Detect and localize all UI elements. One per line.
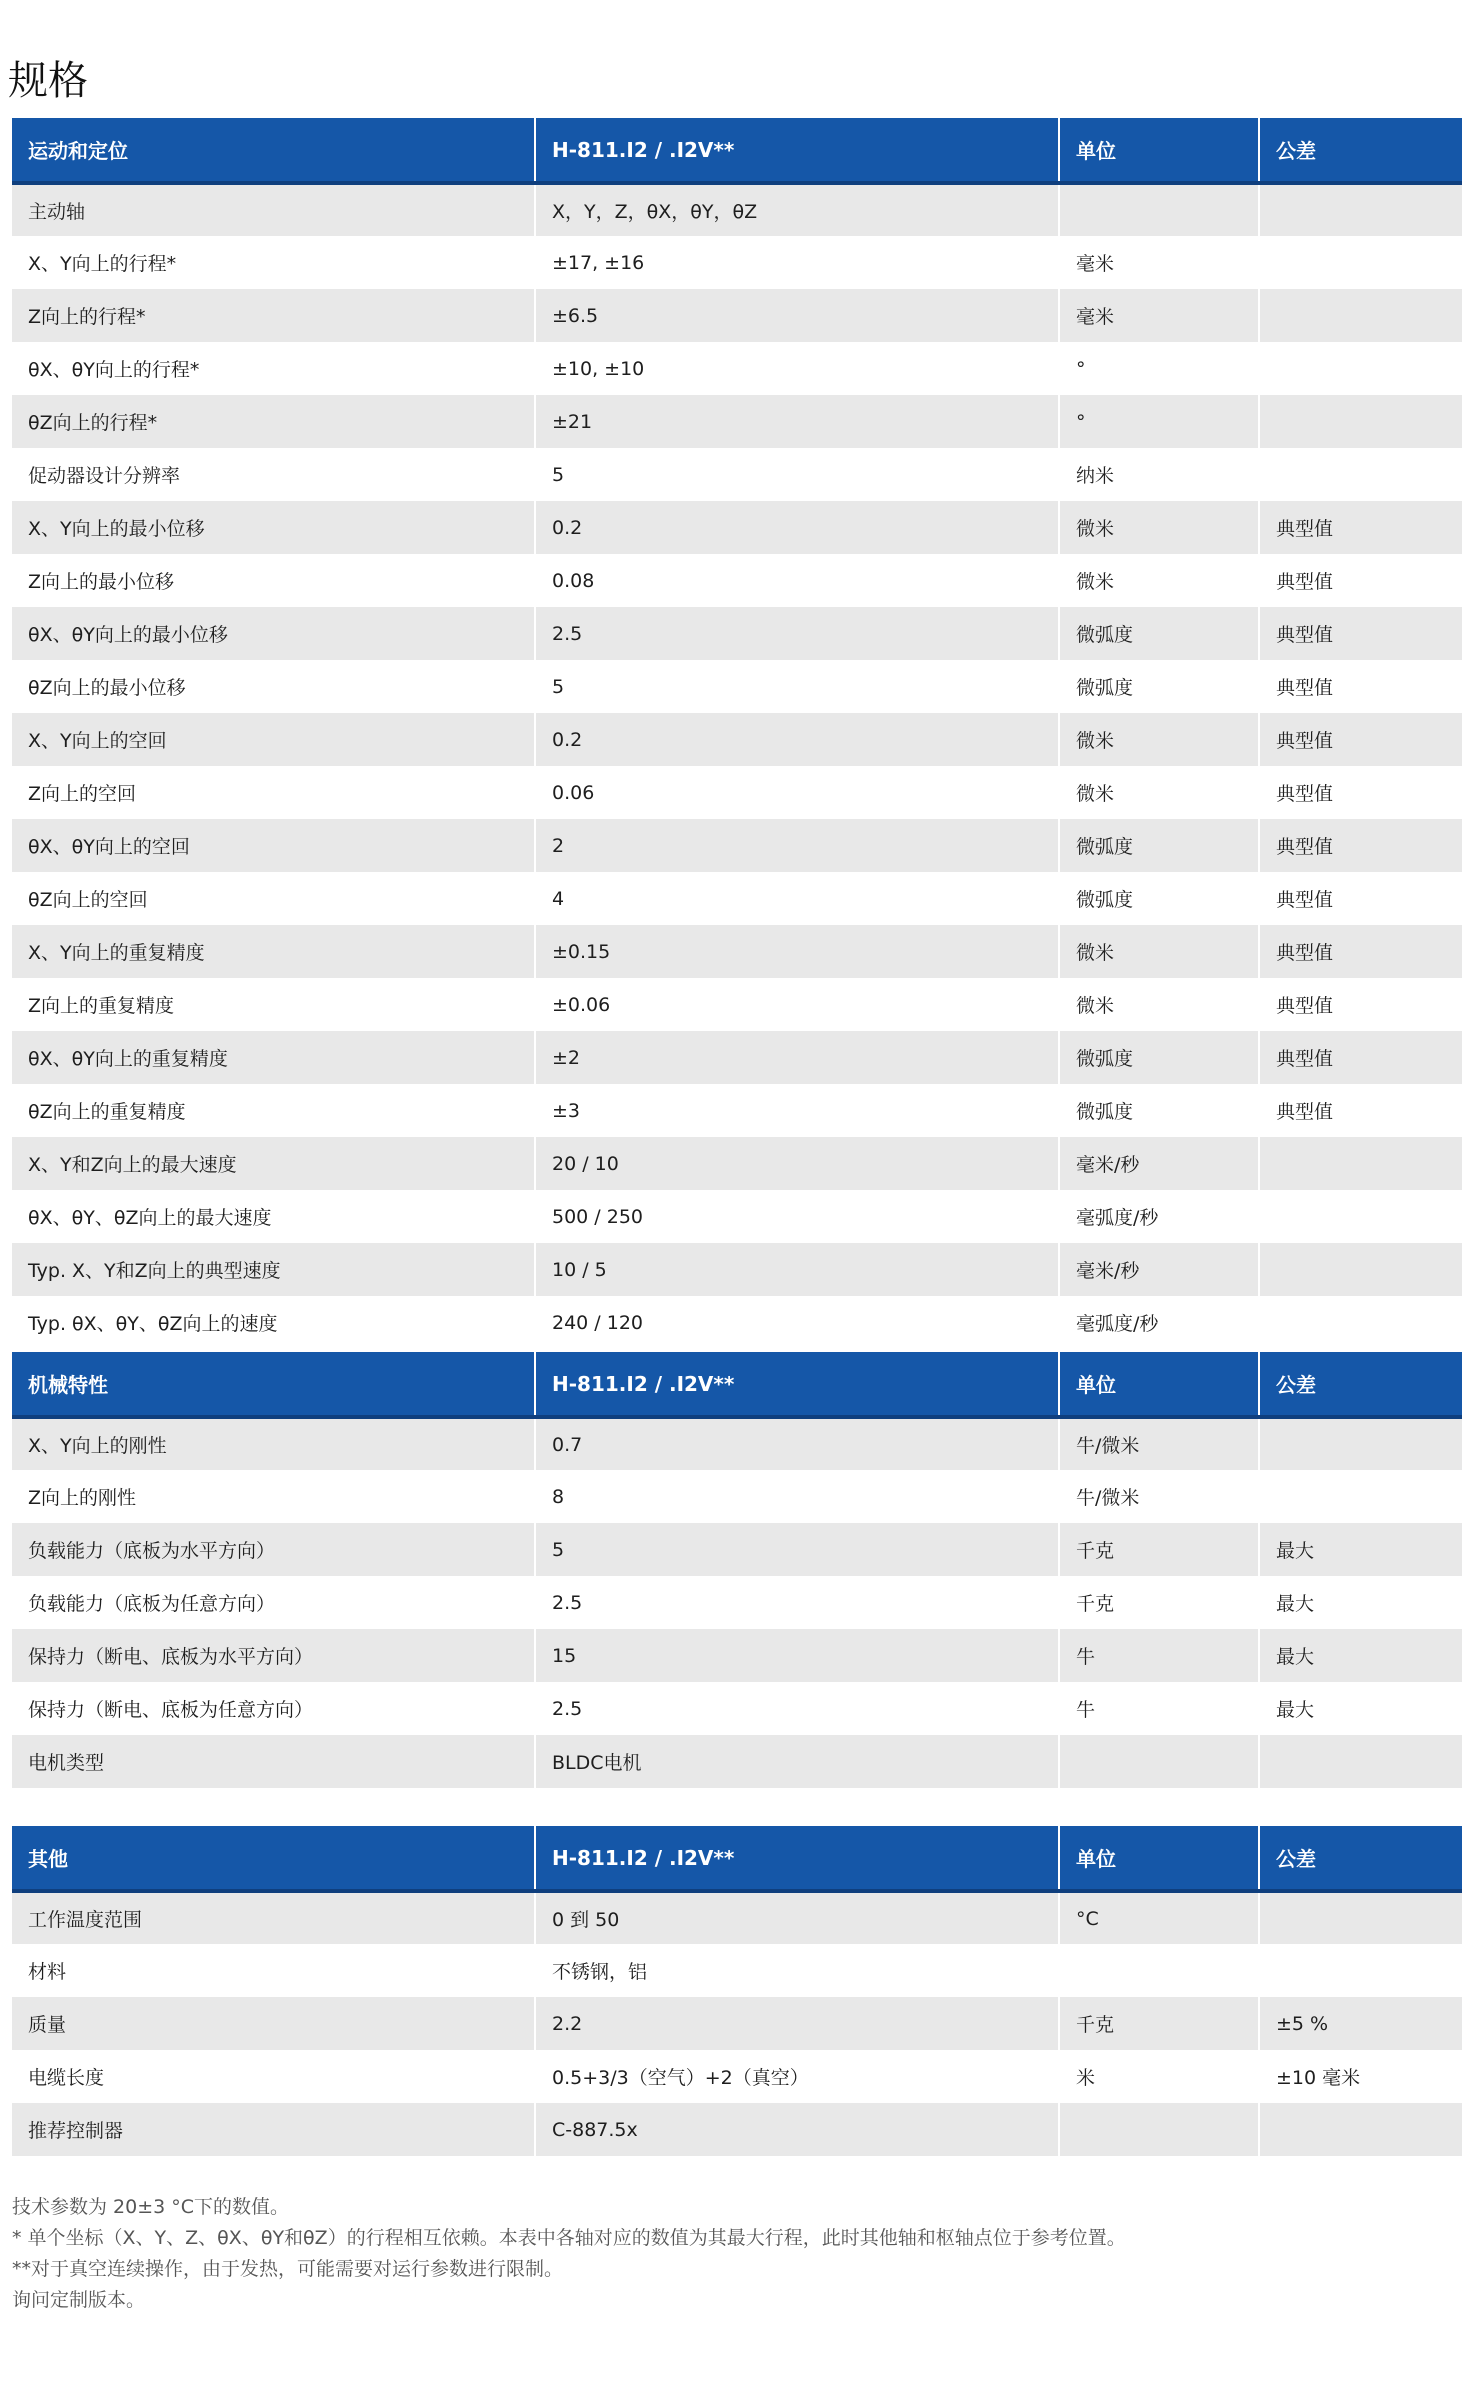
cell-tolerance	[1259, 1137, 1462, 1190]
table-row	[12, 1735, 1462, 1788]
cell-value: ±6.5	[535, 289, 1059, 342]
footnote-vacuum: **对于真空连续操作，由于发热，可能需要对运行参数进行限制。	[12, 2258, 564, 2280]
cell-value: ±10, ±10	[535, 342, 1059, 395]
cell-param: θZ向上的最小位移	[12, 660, 535, 713]
cell-unit: 毫弧度/秒	[1059, 1296, 1259, 1349]
cell-tolerance: 典型值	[1259, 713, 1462, 766]
cell-value: ±21	[535, 395, 1059, 448]
cell-unit	[1059, 183, 1259, 236]
cell-tolerance	[1259, 1735, 1462, 1788]
cell-value: 5	[535, 660, 1059, 713]
table-row	[12, 183, 1462, 236]
table-row	[12, 1470, 1462, 1523]
cell-unit: 微弧度	[1059, 872, 1259, 925]
cell-unit: 牛	[1059, 1682, 1259, 1735]
table-row	[12, 2050, 1462, 2103]
header-unit: 单位	[1059, 118, 1259, 183]
cell-param: X、Y向上的空回	[12, 713, 535, 766]
cell-tolerance	[1259, 1190, 1462, 1243]
cell-value: 0.08	[535, 554, 1059, 607]
cell-value: 0.06	[535, 766, 1059, 819]
cell-value: 2.5	[535, 1576, 1059, 1629]
cell-param: θX、θY、θZ向上的最大速度	[12, 1190, 535, 1243]
cell-value: 2.2	[535, 1997, 1059, 2050]
cell-value: ±2	[535, 1031, 1059, 1084]
cell-tolerance: 最大	[1259, 1682, 1462, 1735]
cell-tolerance: 典型值	[1259, 1084, 1462, 1137]
cell-param: θX、θY向上的空回	[12, 819, 535, 872]
cell-unit: 微米	[1059, 554, 1259, 607]
table-row	[12, 1137, 1462, 1190]
cell-param: 主动轴	[12, 183, 535, 236]
cell-tolerance	[1259, 342, 1462, 395]
table-row	[12, 1296, 1462, 1349]
page-title: 规格	[8, 57, 88, 104]
table-row	[12, 1682, 1462, 1735]
cell-value: 0.2	[535, 713, 1059, 766]
other-specs-table	[12, 1826, 1462, 2156]
table-header-row	[12, 1826, 1462, 1891]
cell-param: 材料	[12, 1944, 535, 1997]
cell-unit: 千克	[1059, 1576, 1259, 1629]
cell-unit: 微弧度	[1059, 1031, 1259, 1084]
cell-value: 8	[535, 1470, 1059, 1523]
cell-tolerance: 典型值	[1259, 660, 1462, 713]
cell-unit: °C	[1059, 1891, 1259, 1944]
cell-param: θZ向上的重复精度	[12, 1084, 535, 1137]
cell-unit	[1059, 1735, 1259, 1788]
cell-value: C-887.5x	[535, 2103, 1059, 2156]
cell-value: 2	[535, 819, 1059, 872]
cell-param: Z向上的重复精度	[12, 978, 535, 1031]
cell-value: X，Y，Z，θX，θY，θZ	[535, 183, 1059, 236]
cell-tolerance	[1259, 2103, 1462, 2156]
mechanical-properties-table	[12, 1352, 1462, 1788]
cell-value: 2.5	[535, 1682, 1059, 1735]
table-row	[12, 2103, 1462, 2156]
cell-tolerance	[1259, 1470, 1462, 1523]
cell-unit: 毫米	[1059, 236, 1259, 289]
cell-param: X、Y向上的行程*	[12, 236, 535, 289]
cell-tolerance	[1259, 1891, 1462, 1944]
table-row	[12, 925, 1462, 978]
cell-unit: 牛	[1059, 1629, 1259, 1682]
cell-tolerance	[1259, 1243, 1462, 1296]
cell-tolerance: 典型值	[1259, 978, 1462, 1031]
cell-value: 不锈钢，铝	[535, 1944, 1059, 1997]
cell-unit: 毫米	[1059, 289, 1259, 342]
cell-param: 工作温度范围	[12, 1891, 535, 1944]
table-row	[12, 448, 1462, 501]
header-unit: 单位	[1059, 1352, 1259, 1417]
cell-tolerance	[1259, 289, 1462, 342]
cell-value: 500 / 250	[535, 1190, 1059, 1243]
cell-unit: °	[1059, 395, 1259, 448]
cell-param: 促动器设计分辨率	[12, 448, 535, 501]
table-row	[12, 1944, 1462, 1997]
cell-unit: 微弧度	[1059, 1084, 1259, 1137]
header-tolerance: 公差	[1259, 1352, 1462, 1417]
cell-param: Z向上的刚性	[12, 1470, 535, 1523]
cell-unit: 毫米/秒	[1059, 1243, 1259, 1296]
table-row	[12, 1997, 1462, 2050]
cell-unit: 牛/微米	[1059, 1470, 1259, 1523]
cell-tolerance	[1259, 448, 1462, 501]
cell-tolerance: 典型值	[1259, 925, 1462, 978]
cell-param: X、Y向上的刚性	[12, 1417, 535, 1470]
cell-value: BLDC电机	[535, 1735, 1059, 1788]
cell-tolerance	[1259, 1944, 1462, 1997]
cell-unit: 微米	[1059, 978, 1259, 1031]
cell-param: X、Y向上的重复精度	[12, 925, 535, 978]
cell-param: 保持力（断电、底板为水平方向）	[12, 1629, 535, 1682]
cell-param: X、Y和Z向上的最大速度	[12, 1137, 535, 1190]
header-param: 运动和定位	[12, 118, 535, 183]
cell-unit: 微弧度	[1059, 607, 1259, 660]
table-row	[12, 501, 1462, 554]
footnote-travel: * 单个坐标（X、Y、Z、θX、θY和θZ）的行程相互依赖。本表中各轴对应的数值为其最大行程，此时其他轴和枢轴点位于参考位置。	[12, 2227, 1126, 2249]
cell-param: Typ. θX、θY、θZ向上的速度	[12, 1296, 535, 1349]
cell-tolerance: 最大	[1259, 1523, 1462, 1576]
cell-tolerance: 最大	[1259, 1629, 1462, 1682]
table-row	[12, 766, 1462, 819]
table-row	[12, 236, 1462, 289]
table-row	[12, 872, 1462, 925]
cell-unit: 毫弧度/秒	[1059, 1190, 1259, 1243]
cell-param: θZ向上的行程*	[12, 395, 535, 448]
cell-param: 电机类型	[12, 1735, 535, 1788]
cell-value: 20 / 10	[535, 1137, 1059, 1190]
cell-value: 15	[535, 1629, 1059, 1682]
cell-param: 负载能力（底板为水平方向）	[12, 1523, 535, 1576]
cell-unit: 微米	[1059, 501, 1259, 554]
cell-param: θX、θY向上的最小位移	[12, 607, 535, 660]
footnote-custom: 询问定制版本。	[12, 2289, 146, 2311]
cell-value: 5	[535, 1523, 1059, 1576]
cell-unit: 千克	[1059, 1523, 1259, 1576]
cell-unit: 米	[1059, 2050, 1259, 2103]
header-unit: 单位	[1059, 1826, 1259, 1891]
cell-param: Z向上的空回	[12, 766, 535, 819]
table-header-row	[12, 118, 1462, 183]
cell-unit: 纳米	[1059, 448, 1259, 501]
cell-value: 0 到 50	[535, 1891, 1059, 1944]
cell-param: θZ向上的空回	[12, 872, 535, 925]
table-row	[12, 1243, 1462, 1296]
cell-unit: 千克	[1059, 1997, 1259, 2050]
cell-value: ±17, ±16	[535, 236, 1059, 289]
table-row	[12, 819, 1462, 872]
cell-unit	[1059, 2103, 1259, 2156]
cell-tolerance: 典型值	[1259, 501, 1462, 554]
cell-tolerance: 典型值	[1259, 554, 1462, 607]
table-row	[12, 395, 1462, 448]
cell-param: Z向上的最小位移	[12, 554, 535, 607]
cell-unit: 微弧度	[1059, 819, 1259, 872]
table-row	[12, 289, 1462, 342]
cell-value: ±0.06	[535, 978, 1059, 1031]
cell-tolerance: 典型值	[1259, 766, 1462, 819]
table-row	[12, 1190, 1462, 1243]
cell-tolerance	[1259, 236, 1462, 289]
cell-param: 负载能力（底板为任意方向）	[12, 1576, 535, 1629]
cell-unit: 微米	[1059, 713, 1259, 766]
cell-tolerance	[1259, 1296, 1462, 1349]
cell-tolerance: 典型值	[1259, 872, 1462, 925]
cell-value: 10 / 5	[535, 1243, 1059, 1296]
table-row	[12, 1417, 1462, 1470]
table-row	[12, 607, 1462, 660]
header-value: H-811.I2 / .I2V**	[535, 1826, 1059, 1891]
motion-positioning-table	[12, 118, 1462, 1349]
header-value: H-811.I2 / .I2V**	[535, 1352, 1059, 1417]
cell-unit: 牛/微米	[1059, 1417, 1259, 1470]
header-value: H-811.I2 / .I2V**	[535, 118, 1059, 183]
cell-tolerance: 典型值	[1259, 607, 1462, 660]
cell-tolerance	[1259, 183, 1462, 236]
cell-value: ±0.15	[535, 925, 1059, 978]
cell-unit: 毫米/秒	[1059, 1137, 1259, 1190]
table-row	[12, 1523, 1462, 1576]
cell-param: 质量	[12, 1997, 535, 2050]
footnotes	[12, 2192, 1462, 2316]
cell-param: θX、θY向上的重复精度	[12, 1031, 535, 1084]
cell-value: 0.7	[535, 1417, 1059, 1470]
cell-param: X、Y向上的最小位移	[12, 501, 535, 554]
cell-tolerance	[1259, 1417, 1462, 1470]
cell-tolerance: ±5 %	[1259, 1997, 1462, 2050]
cell-unit: 微米	[1059, 925, 1259, 978]
cell-tolerance: ±10 毫米	[1259, 2050, 1462, 2103]
cell-param: 保持力（断电、底板为任意方向）	[12, 1682, 535, 1735]
table-row	[12, 554, 1462, 607]
cell-unit: 微米	[1059, 766, 1259, 819]
cell-tolerance	[1259, 395, 1462, 448]
header-tolerance: 公差	[1259, 118, 1462, 183]
table-row	[12, 1891, 1462, 1944]
table-row	[12, 713, 1462, 766]
table-header-row	[12, 1352, 1462, 1417]
table-row	[12, 660, 1462, 713]
table-row	[12, 1576, 1462, 1629]
table-row	[12, 1084, 1462, 1137]
cell-param: 推荐控制器	[12, 2103, 535, 2156]
cell-unit: 微弧度	[1059, 660, 1259, 713]
cell-param: Z向上的行程*	[12, 289, 535, 342]
cell-param: θX、θY向上的行程*	[12, 342, 535, 395]
cell-value: 240 / 120	[535, 1296, 1059, 1349]
header-tolerance: 公差	[1259, 1826, 1462, 1891]
cell-value: 2.5	[535, 607, 1059, 660]
table-row	[12, 1629, 1462, 1682]
cell-tolerance: 典型值	[1259, 819, 1462, 872]
footnote-conditions: 技术参数为 20±3 °C下的数值。	[12, 2196, 290, 2218]
cell-value: 4	[535, 872, 1059, 925]
cell-value: ±3	[535, 1084, 1059, 1137]
cell-param: 电缆长度	[12, 2050, 535, 2103]
table-row	[12, 1031, 1462, 1084]
cell-param: Typ. X、Y和Z向上的典型速度	[12, 1243, 535, 1296]
table-row	[12, 978, 1462, 1031]
cell-value: 0.2	[535, 501, 1059, 554]
cell-unit	[1059, 1944, 1259, 1997]
cell-tolerance: 典型值	[1259, 1031, 1462, 1084]
table-row	[12, 342, 1462, 395]
cell-unit: °	[1059, 342, 1259, 395]
cell-value: 0.5+3/3（空气）+2（真空）	[535, 2050, 1059, 2103]
cell-tolerance: 最大	[1259, 1576, 1462, 1629]
cell-value: 5	[535, 448, 1059, 501]
header-param: 机械特性	[12, 1352, 535, 1417]
header-param: 其他	[12, 1826, 535, 1891]
